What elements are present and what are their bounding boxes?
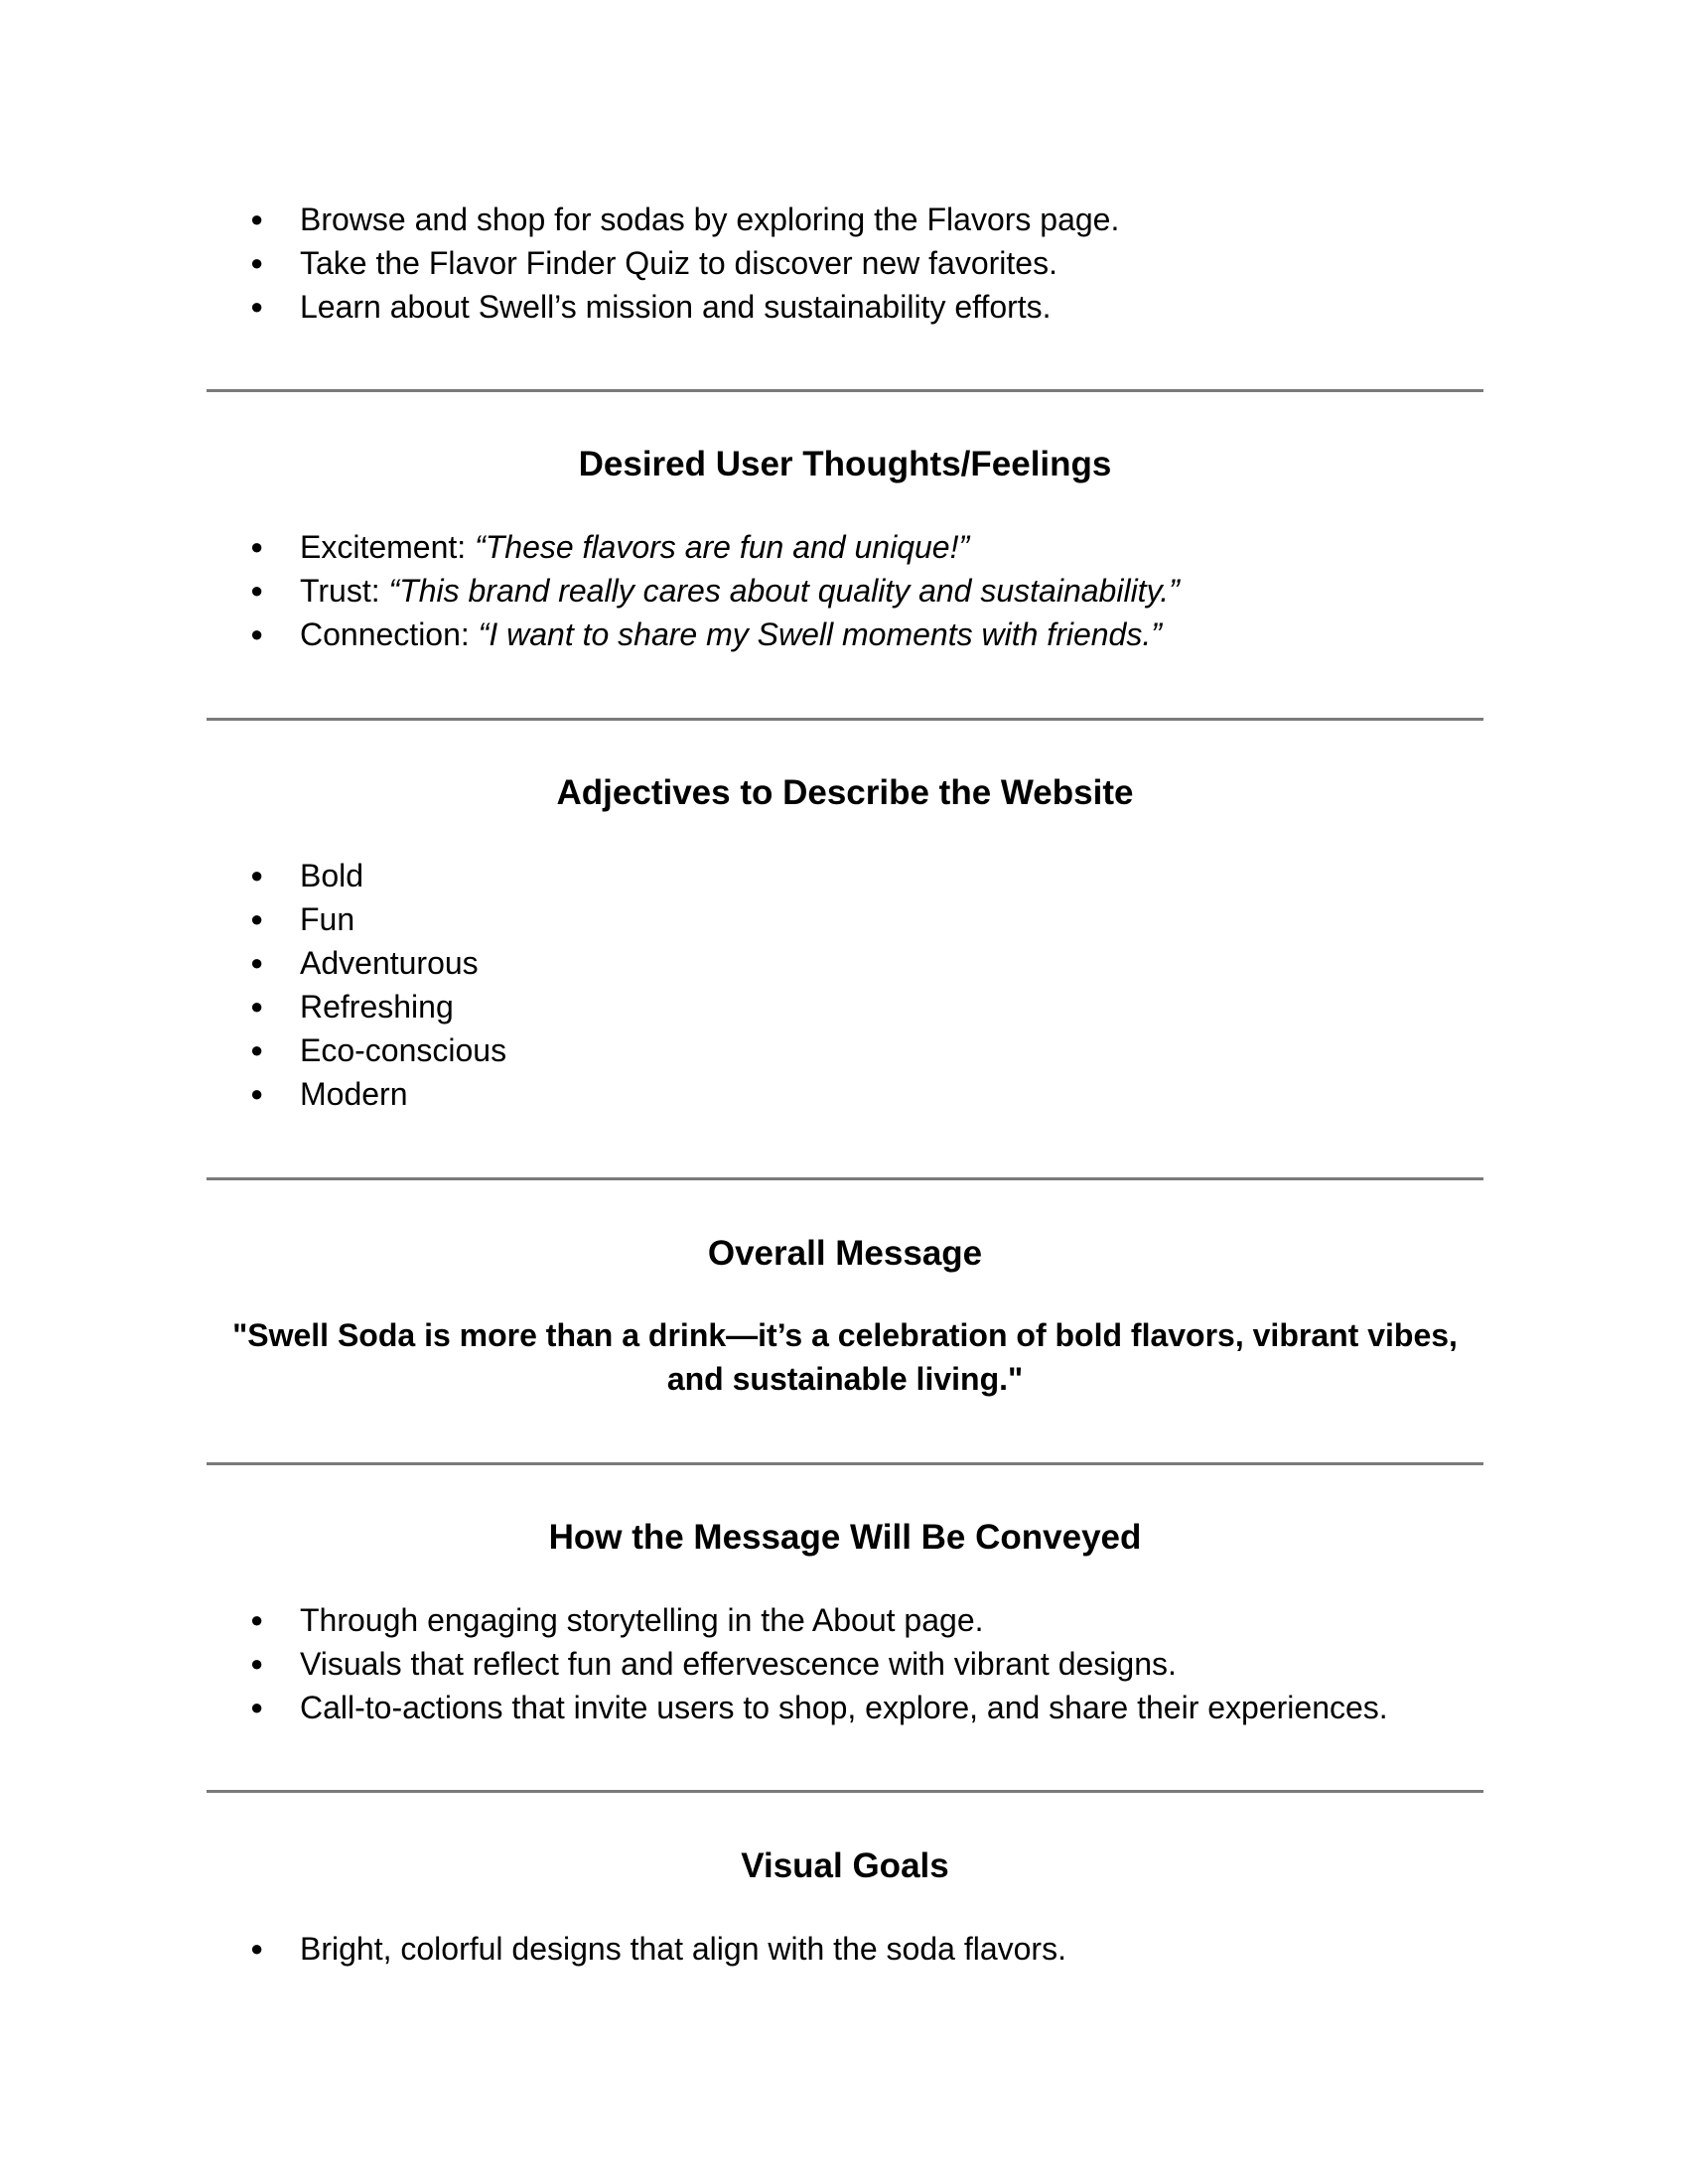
list-item: ● Learn about Swell’s mission and sustainability efforts. bbox=[207, 285, 1119, 329]
bullet-icon: ● bbox=[250, 534, 264, 559]
bullet-icon: ● bbox=[250, 1037, 264, 1062]
list-item: ● Call-to-actions that invite users to shop, explore, and share their experiences. bbox=[207, 1686, 1388, 1729]
thoughts-list bbox=[207, 525, 1180, 656]
list-item: ● Excitement: “These flavors are fun and unique!” bbox=[207, 525, 1180, 569]
list-item: ● Visuals that reflect fun and effervescence with vibrant designs. bbox=[207, 1642, 1388, 1686]
overall-message bbox=[207, 1313, 1483, 1401]
bullet-icon: ● bbox=[250, 950, 264, 975]
bullet-icon: ● bbox=[250, 1695, 264, 1719]
bullet-icon: ● bbox=[250, 1936, 264, 1961]
intro-list bbox=[207, 198, 1119, 329]
bullet-icon: ● bbox=[250, 1607, 264, 1632]
list-item: ● Refreshing bbox=[207, 985, 506, 1028]
list-item: ● Through engaging storytelling in the About page. bbox=[207, 1598, 1388, 1642]
bullet-icon: ● bbox=[250, 863, 264, 887]
bullet-icon: ● bbox=[250, 994, 264, 1019]
section-heading-overall: Overall Message bbox=[707, 1234, 983, 1273]
section-divider bbox=[207, 718, 1483, 721]
section-heading-adjectives: Adjectives to Describe the Website bbox=[556, 773, 1134, 812]
bullet-icon: ● bbox=[250, 294, 264, 319]
list-item: ● Fun bbox=[207, 897, 506, 941]
section-heading-thoughts: Desired User Thoughts/Feelings bbox=[578, 445, 1112, 483]
adjectives-list bbox=[207, 854, 506, 1116]
bullet-icon: ● bbox=[250, 206, 264, 231]
section-divider bbox=[207, 389, 1483, 392]
bullet-icon: ● bbox=[250, 906, 264, 931]
bullet-icon: ● bbox=[250, 578, 264, 603]
list-item: ● Trust: “This brand really cares about quality and sustainability.” bbox=[207, 569, 1180, 613]
visual-goals-list bbox=[207, 1927, 1066, 1971]
list-item: ● Adventurous bbox=[207, 941, 506, 985]
list-item: ● Eco-conscious bbox=[207, 1028, 506, 1072]
list-item: ● Take the Flavor Finder Quiz to discover new favorites. bbox=[207, 241, 1119, 285]
list-item: ● Bold bbox=[207, 854, 506, 897]
bullet-icon: ● bbox=[250, 621, 264, 646]
conveyed-list bbox=[207, 1598, 1388, 1729]
list-item: ● Modern bbox=[207, 1072, 506, 1116]
section-divider bbox=[207, 1177, 1483, 1180]
section-divider bbox=[207, 1462, 1483, 1465]
bullet-icon: ● bbox=[250, 250, 264, 275]
section-divider bbox=[207, 1790, 1483, 1793]
section-heading-conveyed: How the Message Will Be Conveyed bbox=[548, 1518, 1142, 1557]
list-item: ● Connection: “I want to share my Swell moments with friends.” bbox=[207, 613, 1180, 656]
overall-message-line-1: "Swell Soda is more than a drink—it’s a celebration of bold flavors, vibrant vibes, bbox=[232, 1317, 1458, 1353]
bullet-icon: ● bbox=[250, 1081, 264, 1106]
list-item: ● Browse and shop for sodas by exploring the Flavors page. bbox=[207, 198, 1119, 241]
bullet-icon: ● bbox=[250, 1651, 264, 1676]
overall-message-line-2: and sustainable living." bbox=[666, 1361, 1024, 1397]
list-item: ● Bright, colorful designs that align with the soda flavors. bbox=[207, 1927, 1066, 1971]
section-heading-visual-goals: Visual Goals bbox=[741, 1846, 949, 1885]
